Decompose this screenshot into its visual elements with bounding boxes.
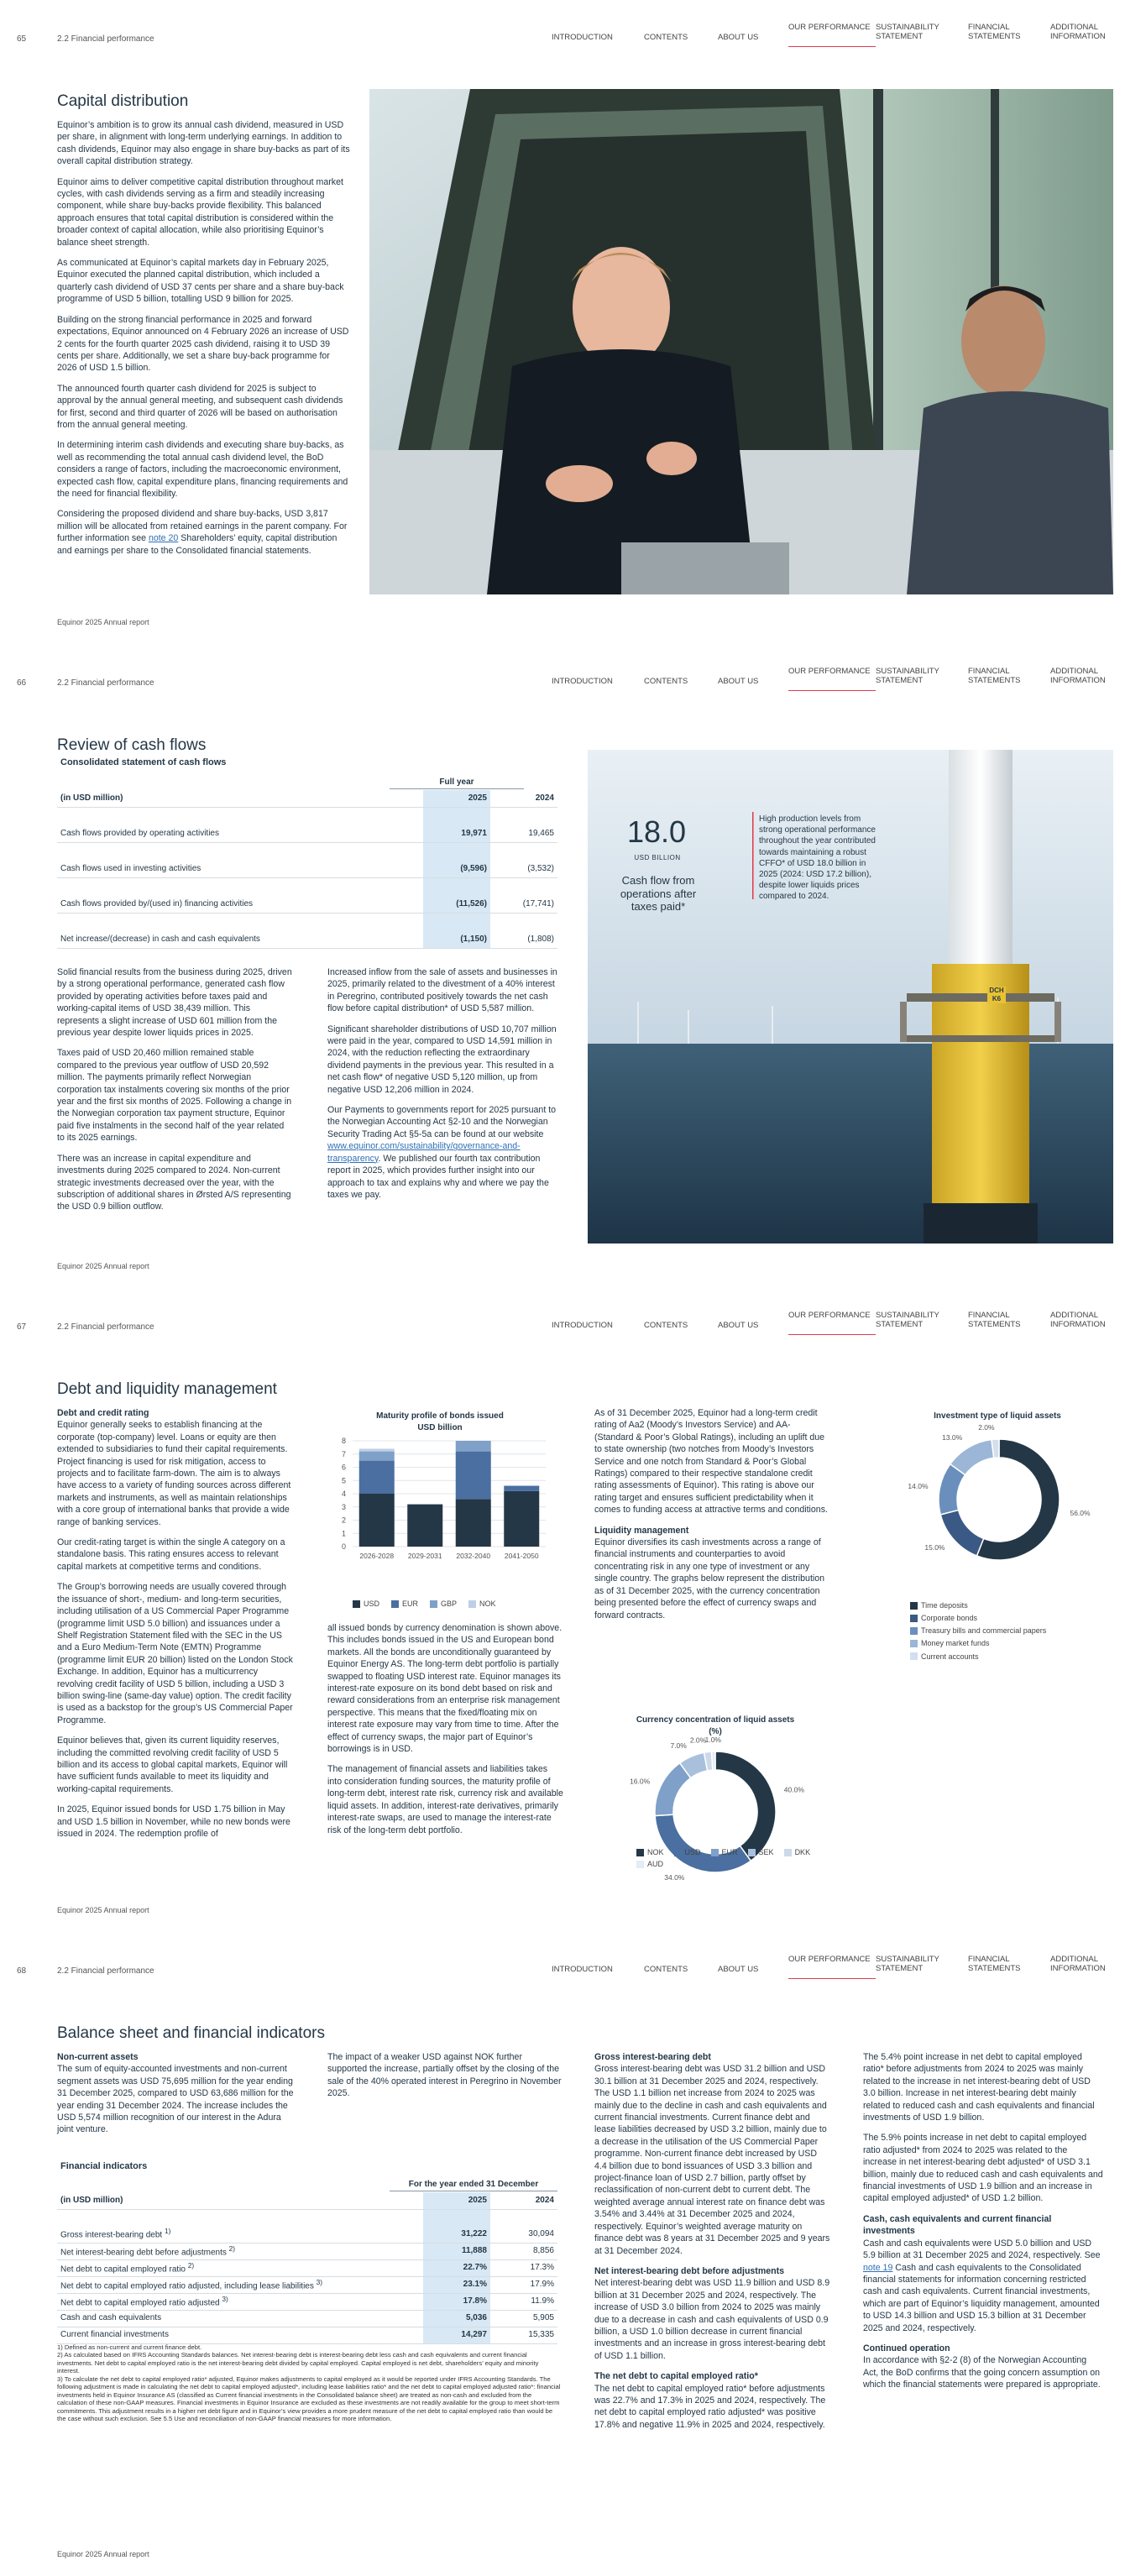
slice-label: 14.0% [908, 1481, 929, 1490]
kpi-description: High production levels from strong operational performance throughout the year contributed towards maintaining a robust CFFO* of USD 18.0 billion in 2025 (2024: USD 17.2 billion), despite lower liquids prices compared to 2024. [759, 814, 876, 902]
bar-eur [504, 1486, 539, 1491]
paragraph-text: Cash and cash equivalents to the Consolidated financial statements for information concerning restricted cash and cash equivalents. Current financial investments, which are part of Equinor’s liquidity management, amounted to USD 14.3 billion and USD 15.3 billion at 31 December 2025 and 2024, respectively. [863, 2262, 1100, 2333]
subheading: Continued operation [863, 2343, 950, 2353]
page-67 [0, 1288, 1146, 1932]
subheading: Net interest-bearing debt before adjustments [594, 2265, 785, 2276]
capital-distribution-text [57, 119, 351, 565]
nav-about-us[interactable]: ABOUT US [718, 1321, 759, 1330]
paragraph: Our credit-rating target is within the single A category on a standalone basis. This rating ensures access to relevant capital markets at competitive terms and conditions. [57, 1537, 285, 1572]
bar-eur [359, 1461, 395, 1494]
y-tick-label: 7 [341, 1449, 346, 1458]
page-footer: Equinor 2025 Annual report [57, 2550, 149, 2558]
unit-label: (in USD million) [57, 790, 423, 807]
paragraph: The net debt to capital employed ratio* before adjustments was 22.7% and 17.3% in 2025 and 2024, respectively. The net debt to capital employed ratio adjusted* was positive 17.8% and negative 11.9% in 2025 and 2024, respectively. [594, 2383, 826, 2430]
chart-title: Investment type of liquid assets [934, 1411, 1061, 1421]
table-title: Consolidated statement of cash flows [60, 757, 227, 767]
paragraph: Net interest-bearing debt was USD 11.9 billion and USD 8.9 billion at 31 December 2025 and 2024, respectively. The increase of USD 3.0 billion from 2024 to 2025 was mainly due to a decrease in cash and cash equivalents of USD 0.9 billion, a USD 1.0 billion decrease in current financial investments and an increase in gross interest-bearing debt of USD 1.1 billion. [594, 2278, 830, 2361]
ratio-text [863, 2051, 1103, 2400]
paragraph: Significant shareholder distributions of USD 10,707 million were paid in the year, compared to USD 14,591 million in 2024, with the reduction reflecting the extraordinary dividend payments in the previous year. This resulted in a net cash flow* of negative USD 5,120 million, up from negative USD 12,206 million in 2024. [327, 1024, 557, 1095]
paragraph: Increased inflow from the sale of assets and businesses in 2025, primarily related to the divestment of a 40% interest in Peregrino, contributed positively towards the net cash flow before capital distribution* of USD 5,587 million. [327, 967, 557, 1014]
chart-title: Currency concentration of liquid assets [636, 1715, 795, 1725]
page-title: Balance sheet and financial indicators [57, 2024, 325, 2042]
chart-title: Maturity profile of bonds issued [376, 1411, 504, 1421]
unit-label: (in USD million) [57, 2192, 423, 2209]
paragraph: Taxes paid of USD 20,460 million remained stable compared to the previous year outflow of USD 20,592 million. The payments primarily reflect Norwegian corporation tax instalments covering six months of the prior year and the first six months of 2025. Following a change in the Norwegian corporation tax payment structure, Equinor paid five instalments in the second half of the year related to its 2025 earnings. [57, 1048, 292, 1144]
section-label: 2.2 Financial performance [57, 1322, 154, 1332]
page-title: Debt and liquidity management [57, 1380, 277, 1398]
page-number: 65 [17, 34, 27, 44]
legend-eur: EUR [391, 1599, 418, 1609]
debt-text-col2 [327, 1622, 564, 1845]
page-title: Review of cash flows [57, 736, 207, 754]
page-header [0, 20, 1146, 50]
legend-item: Treasury bills and commercial papers [910, 1626, 1112, 1636]
non-current-text [57, 2051, 294, 2144]
bar-gbp [359, 1452, 395, 1461]
legend-nok: NOK [468, 1599, 496, 1609]
top-nav [552, 1956, 1109, 1979]
table-row: Gross interest-bearing debt $^{1)}$ 31,222 30,094 [57, 2226, 557, 2243]
page-footer: Equinor 2025 Annual report [57, 1906, 149, 1914]
top-nav [552, 668, 1109, 691]
table-row: Net increase/(decrease) in cash and cash equivalents (1,150) (1,808) [57, 931, 557, 948]
page-header [0, 1308, 1146, 1338]
paragraph: The impact of a weaker USD against NOK further supported the increase, partially offset by the closing of the sale of the 40% operated interest in Peregrino in November 2025. [327, 2052, 562, 2099]
paragraph: There was an increase in capital expenditure and investments during 2025 compared to 2024. Non-current strategic investments decreased over the year, with the subscription of additional shares in Ørsted A/S representing the USD 0.9 billion outflow. [57, 1153, 291, 1212]
note-19-link[interactable]: note 19 [863, 2262, 893, 2273]
nav-our-performance[interactable]: OUR PERFORMANCE [788, 1956, 876, 1979]
slice-label: 2.0% [689, 1736, 707, 1745]
bar-usd [456, 1499, 491, 1547]
nav-contents[interactable]: CONTENTS [644, 1965, 688, 1974]
debt-text [594, 2051, 831, 2439]
slice-label: 34.0% [664, 1872, 685, 1882]
subheading: Cash, cash equivalents and current financial investments [863, 2213, 1052, 2237]
paragraph: In accordance with §2-2 (8) of the Norwegian Accounting Act, the BoD confirms that the going concern assumption on which the financial statements were prepared is appropriate. [863, 2355, 1101, 2390]
kpi-unit: USD BILLION [634, 854, 681, 861]
page-65 [0, 0, 1146, 644]
y-tick-label: 0 [341, 1542, 346, 1551]
kpi-value: 18.0 [626, 814, 687, 849]
cash-flow-text-left [57, 966, 292, 1222]
footnote: 3) To calculate the net debt to capital employed ratio* adjusted, Equinor makes adjustments to capital employed as it would be reported under IFRS Accounting Standards. The following adjustment is made in calculating the net debt to capital employed adjusted*, including lease liabilities ratio* and the net debt to capital employed adjusted ratio*: financial investments held in Equinor Insurance AS (classified as Current financial investments in the Consolidated balance sheet) are treated as non-cash and excluded from the calculation of these non-GAAP measures. Financial investments in Equinor Insurance are excluded as these investments are not readily available for the group to meet short-term commitments. This adjustment results in a higher net debt figure and in Equinor’s view provides a more prudent measure of the net debt to capital employed ratio than would be the case without such exclusion. See 5.5 Use and reconciliation of non-GAAP financial measures for more information. [57, 2374, 561, 2423]
nav-our-performance[interactable]: OUR PERFORMANCE [788, 668, 876, 691]
nav-financial-statements[interactable]: FINANCIAL STATEMENTS [968, 1955, 1021, 1973]
legend-usd: USD [353, 1599, 379, 1609]
governance-link[interactable]: www.equinor.com/sustainability/governance-and-transparency [327, 1141, 521, 1164]
table-row: Net interest-bearing debt before adjustments $^{2)}$ 11,888 8,856 [57, 2243, 557, 2259]
paragraph: In 2025, Equinor issued bonds for USD 1.75 billion in May and USD 1.5 billion in November, while no new bonds were issued in 2024. The redemption profile of [57, 1804, 290, 1839]
nav-about-us[interactable]: ABOUT US [718, 1965, 759, 1974]
page-header [0, 664, 1146, 694]
table-row: Cash and cash equivalents 5,036 5,905 [57, 2310, 557, 2327]
nav-introduction[interactable]: INTRODUCTION [552, 1321, 613, 1330]
y-tick-label: 6 [341, 1463, 346, 1472]
paragraph: The announced fourth quarter cash dividend for 2025 is subject to approval by the annual general meeting, and subsequent cash dividends for first, second and third quarter of 2026 will be based on authorisation from the annual general meeting. [57, 383, 343, 430]
paragraph: The 5.4% point increase in net debt to capital employed ratio* before adjustments from 2024 to 2025 was mainly related to the increase in net interest-bearing debt of USD 3.0 billion. Increase in net interest-bearing debt mainly related to reduced cash and cash equivalents and financial investments of USD 1.9 billion. [863, 2052, 1095, 2123]
nav-sustainability-statement[interactable]: SUSTAINABILITY STATEMENT [876, 1311, 939, 1329]
top-nav [552, 1312, 1109, 1335]
bar-usd [359, 1494, 395, 1547]
nav-additional-information[interactable]: ADDITIONAL INFORMATION [1050, 23, 1106, 41]
paragraph [327, 1104, 564, 1201]
paragraph: Equinor diversifies its cash investments across a range of financial instruments and counterparties to avoid concentrating risk in any one type of investment or any single country. The graphs below represent the distribution as of 31 December 2025, with the currency concentration being presented before the effect of currency swaps and forward contracts. [594, 1537, 825, 1620]
legend-item: Time deposits [910, 1600, 1112, 1610]
paragraph: As of 31 December 2025, Equinor had a long-term credit rating of Aa2 (Moody’s Investors Service) and AA- (Standard & Poor’s Global Ratings), including an uplift due to state ownership (two notches from Moody’s Investors Service and one notch from Standard & Poor’s Global Ratings) compared to their respective standalone credit rating assessments of Equinor). This rating is above our rating target and ensures sufficient predictability when it comes to funding access at attractive terms and conditions. [594, 1408, 828, 1516]
y-tick-label: 2 [341, 1516, 346, 1525]
y-tick-label: 1 [341, 1529, 346, 1538]
legend-item: EUR [711, 1847, 738, 1857]
y-tick-label: 3 [341, 1502, 346, 1511]
top-nav [552, 24, 1109, 47]
paragraph: The Group’s borrowing needs are usually covered through the issuance of short-, medium- and long-term securities, including utilisation of a US Commercial Paper Programme (programme limit USD 5.0 billion) and issuances under a Shelf Registration Statement filed with the SEC in the US and a Euro Medium-Term Note (EMTN) Programme (programme limit EUR 20 billion) listed on the London Stock Exchange. In addition, Equinor has a multicurrency revolving credit facility of USD 5 billion, including a USD 3 billion swing-line (same-day value) option. The credit facility is used as a backstop for the group’s US Commercial Paper Programme. [57, 1582, 293, 1725]
x-tick-label: 2026-2028 [359, 1552, 395, 1560]
table-row: Net debt to capital employed ratio adjusted, including lease liabilities $^{3)}$ 23.1% 17.9% [57, 2276, 557, 2293]
debt-text-col3 [594, 1407, 831, 1630]
year-2024: 2024 [490, 790, 557, 807]
slice-aud [711, 1751, 715, 1770]
x-tick-label: 2041-2050 [504, 1552, 539, 1560]
subheading: Liquidity management [594, 1525, 689, 1536]
kpi-label: Cash flow from operations after taxes paid* [620, 874, 697, 914]
chart-subtitle: USD billion [417, 1422, 463, 1432]
page-number: 67 [17, 1322, 27, 1332]
legend-item: Current accounts [910, 1652, 1112, 1662]
nav-sustainability-statement[interactable]: SUSTAINABILITY STATEMENT [876, 667, 939, 685]
investment-type-chart [882, 1411, 1113, 1570]
paragraph: The 5.9% points increase in net debt to capital employed ratio adjusted* from 2024 to 2025 was related to the increase in net interest-bearing debt adjusted* of USD 3.1 billion, mainly due to reduced cash and cash equivalents and financial investments of USD 1.9 billion and an increase in capital employed adjusted* of USD 1.2 billion. [863, 2133, 1103, 2204]
page-number: 68 [17, 1966, 27, 1976]
nav-introduction[interactable]: INTRODUCTION [552, 1965, 613, 1974]
bar-eur [456, 1452, 491, 1500]
bar-usd [407, 1505, 442, 1547]
paragraph-text: Cash and cash equivalents were USD 5.0 billion and USD 5.9 billion at 31 December 2025 and 2024, respectively. See [863, 2238, 1101, 2261]
paragraph: Gross interest-bearing debt was USD 31.2 billion and USD 30.1 billion at 31 December 2025 and 2024, respectively. The USD 1.1 billion net increase from 2024 to 2025 was mainly due to the decline in cash and cash equivalents and current financial investments. Current finance debt and lease liabilities decreased by USD 3.2 billion, mainly due to a decrease in the utilisation of the US Commercial Paper programme. Non-current finance debt increased by USD 4.4 billion due to bond issuances of USD 3.3 billion and project-finance loan of USD 2.7 billion, partly offset by reclassification of non-current debt to current debt. The weighted average annual interest rate on finance debt was 3.54% and 3.44% at 31 December 2025 and 2024, respectively. Equinor’s weighted average maturity on finance debt was 8 years at 31 December 2025 and 9 years at 31 December 2024. [594, 2064, 830, 2256]
slice-label: 16.0% [630, 1777, 651, 1786]
x-tick-label: 2029-2031 [407, 1552, 442, 1560]
maturity-chart [326, 1411, 554, 1579]
paragraph-text: Considering the proposed dividend and share buy-backs, USD 3,817 million will be allocated from retained earnings in the parent company. For further information see [57, 509, 348, 544]
paragraph: Building on the strong financial performance in 2025 and forward expectations, Equinor announced on 4 February 2026 an increase of USD 2 cents for the fourth quarter 2025 cash dividend, raising it to USD 39 cents per share. Additionally, we set a share buy-back programme for 2026 of USD 1.5 billion. [57, 314, 349, 374]
paragraph-text: Shareholders’ equity, capital distribution and earnings per share to the Consolidated financial statements. [57, 533, 338, 556]
year-2025: 2025 [423, 790, 490, 807]
nav-introduction[interactable]: INTRODUCTION [552, 677, 613, 686]
nav-our-performance[interactable]: OUR PERFORMANCE [788, 24, 876, 47]
slice-label: 7.0% [670, 1741, 687, 1751]
subheading: Non-current assets [57, 2052, 139, 2062]
page-68 [0, 1932, 1146, 2576]
bar-nok [359, 1448, 395, 1451]
currency-legend [636, 1847, 838, 1869]
nav-additional-information[interactable]: ADDITIONAL INFORMATION [1050, 1311, 1106, 1329]
legend-item: SEK [748, 1847, 774, 1857]
full-year-header: Full year [390, 777, 524, 789]
section-label: 2.2 Financial performance [57, 1966, 154, 1976]
nav-financial-statements[interactable]: FINANCIAL STATEMENTS [968, 23, 1021, 41]
paragraph: Solid financial results from the business during 2025, driven by a strong operational performance, generated cash flow provided by operating activities before taxes paid and working-capital items of USD 38,439 million. This represents a slight increase of USD 601 million from the previous year despite lower liquids prices in 2025. [57, 967, 292, 1039]
note-20-link[interactable]: note 20 [148, 533, 179, 544]
nav-sustainability-statement[interactable]: SUSTAINABILITY STATEMENT [876, 1955, 939, 1973]
nav-about-us[interactable]: ABOUT US [718, 677, 759, 686]
legend-item: Corporate bonds [910, 1613, 1112, 1623]
paragraph: In determining interim cash dividends and executing share buy-backs, as well as recommending the total annual cash dividend level, the BoD considers a range of factors, including the macroeconomic environment, expected cash flow, capital expenditure plans, financing requirements and the need for financial flexibility. [57, 440, 348, 499]
meeting-photo [369, 89, 1113, 594]
nav-contents[interactable]: CONTENTS [644, 677, 688, 686]
y-tick-label: 4 [341, 1490, 346, 1498]
page-header [0, 1952, 1146, 1982]
page-number: 66 [17, 678, 27, 688]
investment-donut [882, 1422, 1113, 1573]
paragraph [57, 508, 351, 557]
paragraph: all issued bonds by currency denomination is shown above. This includes bonds issued in the US and European bond markets. All the bonds are unconditionally guaranteed by Equinor Energy AS. The long-term debt portfolio is partially swapped to floating USD interest rate. Equinor manages its interest-rate exposure on its bond debt based on risk and reward considerations from an enterprise risk management perspective. This means that the fixed/floating mix on interest rate exposure may vary from time to time. After the effect of currency swaps, the major part of Equinor’s borrowings is in USD. [327, 1623, 563, 1755]
page-footer: Equinor 2025 Annual report [57, 1262, 149, 1270]
slice-label: 15.0% [924, 1542, 945, 1552]
paragraph: Equinor’s ambition is to grow its annual cash dividend, measured in USD per share, in alignment with long-term underlying earnings. In addition to cash dividends, Equinor may also engage in share buy-backs as part of its overall capital distribution strategy. [57, 120, 350, 167]
table-row: Net debt to capital employed ratio $^{2)}$ 22.7% 17.3% [57, 2259, 557, 2276]
subheading: Gross interest-bearing debt [594, 2052, 711, 2062]
debt-text-col1 [57, 1407, 294, 1848]
table-row: Cash flows provided by operating activities 19,971 19,465 [57, 825, 557, 842]
table-row: Cash flows provided by/(used in) financing activities (11,526) (17,741) [57, 896, 557, 913]
footnote: 2) As calculated based on IFRS Accounting Standards balances. Net interest-bearing debt is interest-bearing debt less cash and cash equivalents and current financial investments. Net debt to capital employed ratio is the net interest-bearing debt divided by capital employed. Capital employed is net debt, shareholders’ equity and minority interest. [57, 2351, 539, 2375]
footnote: 1) Defined as non-current and current finance debt. [57, 2343, 202, 2351]
non-current-text-2 [327, 2051, 564, 2108]
chart-subtitle: (%) [709, 1726, 722, 1736]
cash-flow-text-right [327, 966, 564, 1209]
nav-financial-statements[interactable]: FINANCIAL STATEMENTS [968, 667, 1021, 685]
paragraph: Equinor generally seeks to establish financing at the corporate (top-company) level. Loans or equity are then extended to subsidiaries to fund their capital requirements. Project financing is used for risk mitigation, access to projects and to facilitate farm-down. The aim is to always have access to a variety of funding sources across different markets and instruments, as well as maintain relationships with a core group of international banks that provide a wide range of banking services. [57, 1420, 291, 1527]
section-label: 2.2 Financial performance [57, 678, 154, 688]
table-row: Net debt to capital employed ratio adjusted $^{3)}$ 17.8% 11.9% [57, 2293, 557, 2310]
subheading: The net debt to capital employed ratio* [594, 2371, 758, 2382]
slice-label: 56.0% [1070, 1509, 1091, 1518]
turbine-label: DCH K6 [987, 987, 1006, 1003]
investment-legend [910, 1600, 1112, 1664]
paragraph: Equinor believes that, given its current liquidity reserves, including the committed revolving credit facility of USD 5 billion and its access to global capital markets, Equinor will have sufficient funds available to meet its liquidity and working-capital requirements. [57, 1736, 288, 1794]
y-tick-label: 8 [341, 1437, 346, 1445]
table-row: Current financial investments 14,297 15,335 [57, 2327, 557, 2343]
table-title: Financial indicators [60, 2161, 148, 2171]
legend-item: USD [674, 1847, 701, 1857]
page-66 [0, 644, 1146, 1288]
paragraph [863, 2238, 1103, 2334]
slice-label: 2.0% [978, 1423, 995, 1432]
bar-gbp [456, 1441, 491, 1452]
paragraph-text: Our Payments to governments report for 2025 pursuant to the Norwegian Accounting Act §2-10 and the Norwegian Security Trading Act §5-5a can be found at our website [327, 1105, 557, 1139]
paragraph: The sum of equity-accounted investments and non-current segment assets was USD 75,695 million for the year ending 31 December 2025, compared to USD 63,686 million for the year ending 31 December 2024. The increase includes the USD 5,574 million recognition of our interest in the Adura joint venture. [57, 2064, 294, 2135]
legend-item: Money market funds [910, 1638, 1112, 1648]
nav-about-us[interactable]: ABOUT US [718, 33, 759, 42]
paragraph-text: . We published our fourth tax contribution report in 2025, which provides further insight into our approach to tax and explains why and where we pay the taxes we pay. [327, 1153, 549, 1200]
slice-label: 1.0% [704, 1736, 721, 1745]
slice-label: 40.0% [783, 1785, 804, 1794]
slice-nok [715, 1751, 776, 1861]
table-row: Cash flows used in investing activities (9,596) (3,532) [57, 861, 557, 877]
period-header: For the year ended 31 December [390, 2179, 557, 2191]
nav-contents[interactable]: CONTENTS [644, 33, 688, 42]
subheading: Debt and credit rating [57, 1408, 149, 1418]
page-footer: Equinor 2025 Annual report [57, 618, 149, 626]
legend-item: AUD [636, 1859, 663, 1869]
legend-gbp: GBP [430, 1599, 457, 1609]
legend-item: DKK [784, 1847, 811, 1857]
nav-financial-statements[interactable]: FINANCIAL STATEMENTS [968, 1311, 1021, 1329]
nav-introduction[interactable]: INTRODUCTION [552, 33, 613, 42]
nav-sustainability-statement[interactable]: SUSTAINABILITY STATEMENT [876, 23, 939, 41]
paragraph: The management of financial assets and liabilities takes into consideration funding sources, the maturity profile of long-term debt, interest rate risk, currency risk and available liquid assets. In addition, interest-rate derivatives, primarily interest-rate swaps, are used to manage the interest-rate risk of the long-term debt portfolio. [327, 1764, 563, 1835]
section-label: 2.2 Financial performance [57, 34, 154, 44]
y-tick-label: 5 [341, 1476, 346, 1485]
year-2025: 2025 [423, 2192, 490, 2209]
page-title: Capital distribution [57, 92, 189, 110]
nav-additional-information[interactable]: ADDITIONAL INFORMATION [1050, 667, 1106, 685]
x-tick-label: 2032-2040 [456, 1552, 491, 1560]
bar-usd [504, 1491, 539, 1547]
year-2024: 2024 [490, 2192, 557, 2209]
slice-label: 13.0% [942, 1432, 963, 1442]
table-footnotes [57, 2343, 561, 2423]
maturity-bars [326, 1436, 554, 1579]
nav-contents[interactable]: CONTENTS [644, 1321, 688, 1330]
offshore-wind-photo [588, 750, 1113, 1243]
legend-item: NOK [636, 1847, 664, 1857]
paragraph: As communicated at Equinor’s capital markets day in February 2025, Equinor executed the planned capital distribution, which included a quarterly cash dividend of USD 37 cents per share and a share buy-back programme of USD 5 billion, totalling USD 9 billion for 2025. [57, 258, 344, 305]
maturity-legend [353, 1599, 496, 1609]
nav-additional-information[interactable]: ADDITIONAL INFORMATION [1050, 1955, 1106, 1973]
slice-corporate-bonds [940, 1510, 983, 1556]
paragraph: Equinor aims to deliver competitive capital distribution throughout market cycles, with cash dividends serving as a firm and steadily increasing component, while share buy-backs provide flexibility. This balanced approach ensures that total capital distribution is considered within the broader context of capital allocation, while also prioritising Equinor’s balance sheet strength. [57, 176, 343, 248]
nav-our-performance[interactable]: OUR PERFORMANCE [788, 1312, 876, 1335]
